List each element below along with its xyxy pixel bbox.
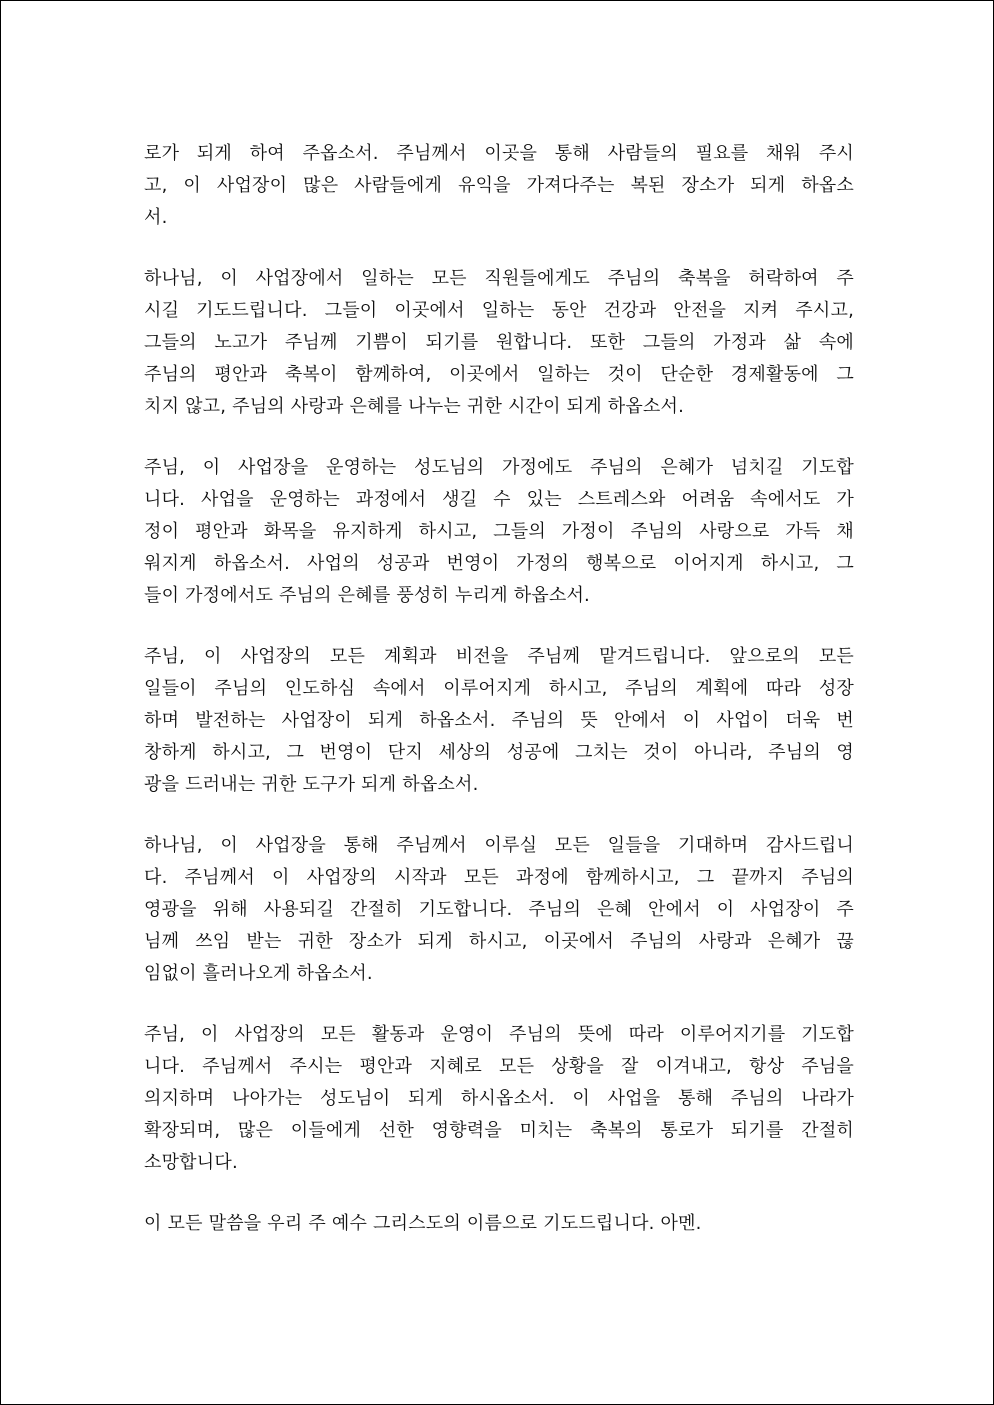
paragraph [144,263,854,423]
text-line: 하나님, 이 사업장을 통해 주님께서 이루실 모든 일들을 기대하며 감사드립니 [144,835,854,856]
text-line: 임없이 흘러나오게 하옵소서. [144,963,373,984]
paragraph [144,452,854,612]
text-line: 확장되며, 많은 이들에게 선한 영향력을 미치는 축복의 통로가 되기를 간절히 [144,1120,854,1141]
text-line: 이 모든 말씀을 우리 주 예수 그리스도의 이름으로 기도드립니다. 아멘. [144,1213,702,1234]
text-line: 그들의 노고가 주님께 기쁨이 되기를 원합니다. 또한 그들의 가정과 삶 속에 [144,332,854,353]
text-line: 일들이 주님의 인도하심 속에서 이루어지게 하시고, 주님의 계획에 따라 성장 [144,678,854,699]
text-line: 치지 않고, 주님의 사랑과 은혜를 나누는 귀한 시간이 되게 하옵소서. [144,396,685,417]
text-line: 들이 가정에서도 주님의 은혜를 풍성히 누리게 하옵소서. [144,585,590,606]
text-line: 다. 주님께서 이 사업장의 시작과 모든 과정에 함께하시고, 그 끝까지 주님의 [144,867,854,888]
text-line: 워지게 하옵소서. 사업의 성공과 번영이 가정의 행복으로 이어지게 하시고, 그 [144,553,854,574]
text-line: 하며 발전하는 사업장이 되게 하옵소서. 주님의 뜻 안에서 이 사업이 더욱 번 [144,710,854,731]
text-line: 정이 평안과 화목을 유지하게 하시고, 그들의 가정이 주님의 사랑으로 가득 채 [144,521,854,542]
paragraph [144,641,854,801]
text-line: 님께 쓰임 받는 귀한 장소가 되게 하시고, 이곳에서 주님의 사랑과 은혜가 끊 [144,931,854,952]
document-body [144,138,854,1269]
text-line: 로가 되게 하여 주옵소서. 주님께서 이곳을 통해 사람들의 필요를 채워 주시 [144,143,854,164]
text-line: 서. [144,207,168,228]
paragraph [144,830,854,990]
text-line: 니다. 사업을 운영하는 과정에서 생길 수 있는 스트레스와 어려움 속에서도 가 [144,489,854,510]
text-line: 주님, 이 사업장을 운영하는 성도님의 가정에도 주님의 은혜가 넘치길 기도합 [144,457,854,478]
text-line: 시길 기도드립니다. 그들이 이곳에서 일하는 동안 건강과 안전을 지켜 주시고, [144,300,854,321]
paragraph [144,1208,854,1240]
text-line: 광을 드러내는 귀한 도구가 되게 하옵소서. [144,774,479,795]
text-line: 주님의 평안과 축복이 함께하여, 이곳에서 일하는 것이 단순한 경제활동에 그 [144,364,854,385]
text-line: 니다. 주님께서 주시는 평안과 지혜로 모든 상황을 잘 이겨내고, 항상 주님을 [144,1056,854,1077]
text-line: 고, 이 사업장이 많은 사람들에게 유익을 가져다주는 복된 장소가 되게 하옵소 [144,175,854,196]
paragraph [144,138,854,234]
paragraph [144,1019,854,1179]
text-line: 소망합니다. [144,1152,238,1173]
text-line: 의지하며 나아가는 성도님이 되게 하시옵소서. 이 사업을 통해 주님의 나라가 [144,1088,854,1109]
text-line: 주님, 이 사업장의 모든 활동과 운영이 주님의 뜻에 따라 이루어지기를 기도합 [144,1024,854,1045]
text-line: 창하게 하시고, 그 번영이 단지 세상의 성공에 그치는 것이 아니라, 주님의 영 [144,742,854,763]
text-line: 하나님, 이 사업장에서 일하는 모든 직원들에게도 주님의 축복을 허락하여 주 [144,268,854,289]
text-line: 영광을 위해 사용되길 간절히 기도합니다. 주님의 은혜 안에서 이 사업장이 주 [144,899,854,920]
text-line: 주님, 이 사업장의 모든 계획과 비전을 주님께 맡겨드립니다. 앞으로의 모든 [144,646,854,667]
